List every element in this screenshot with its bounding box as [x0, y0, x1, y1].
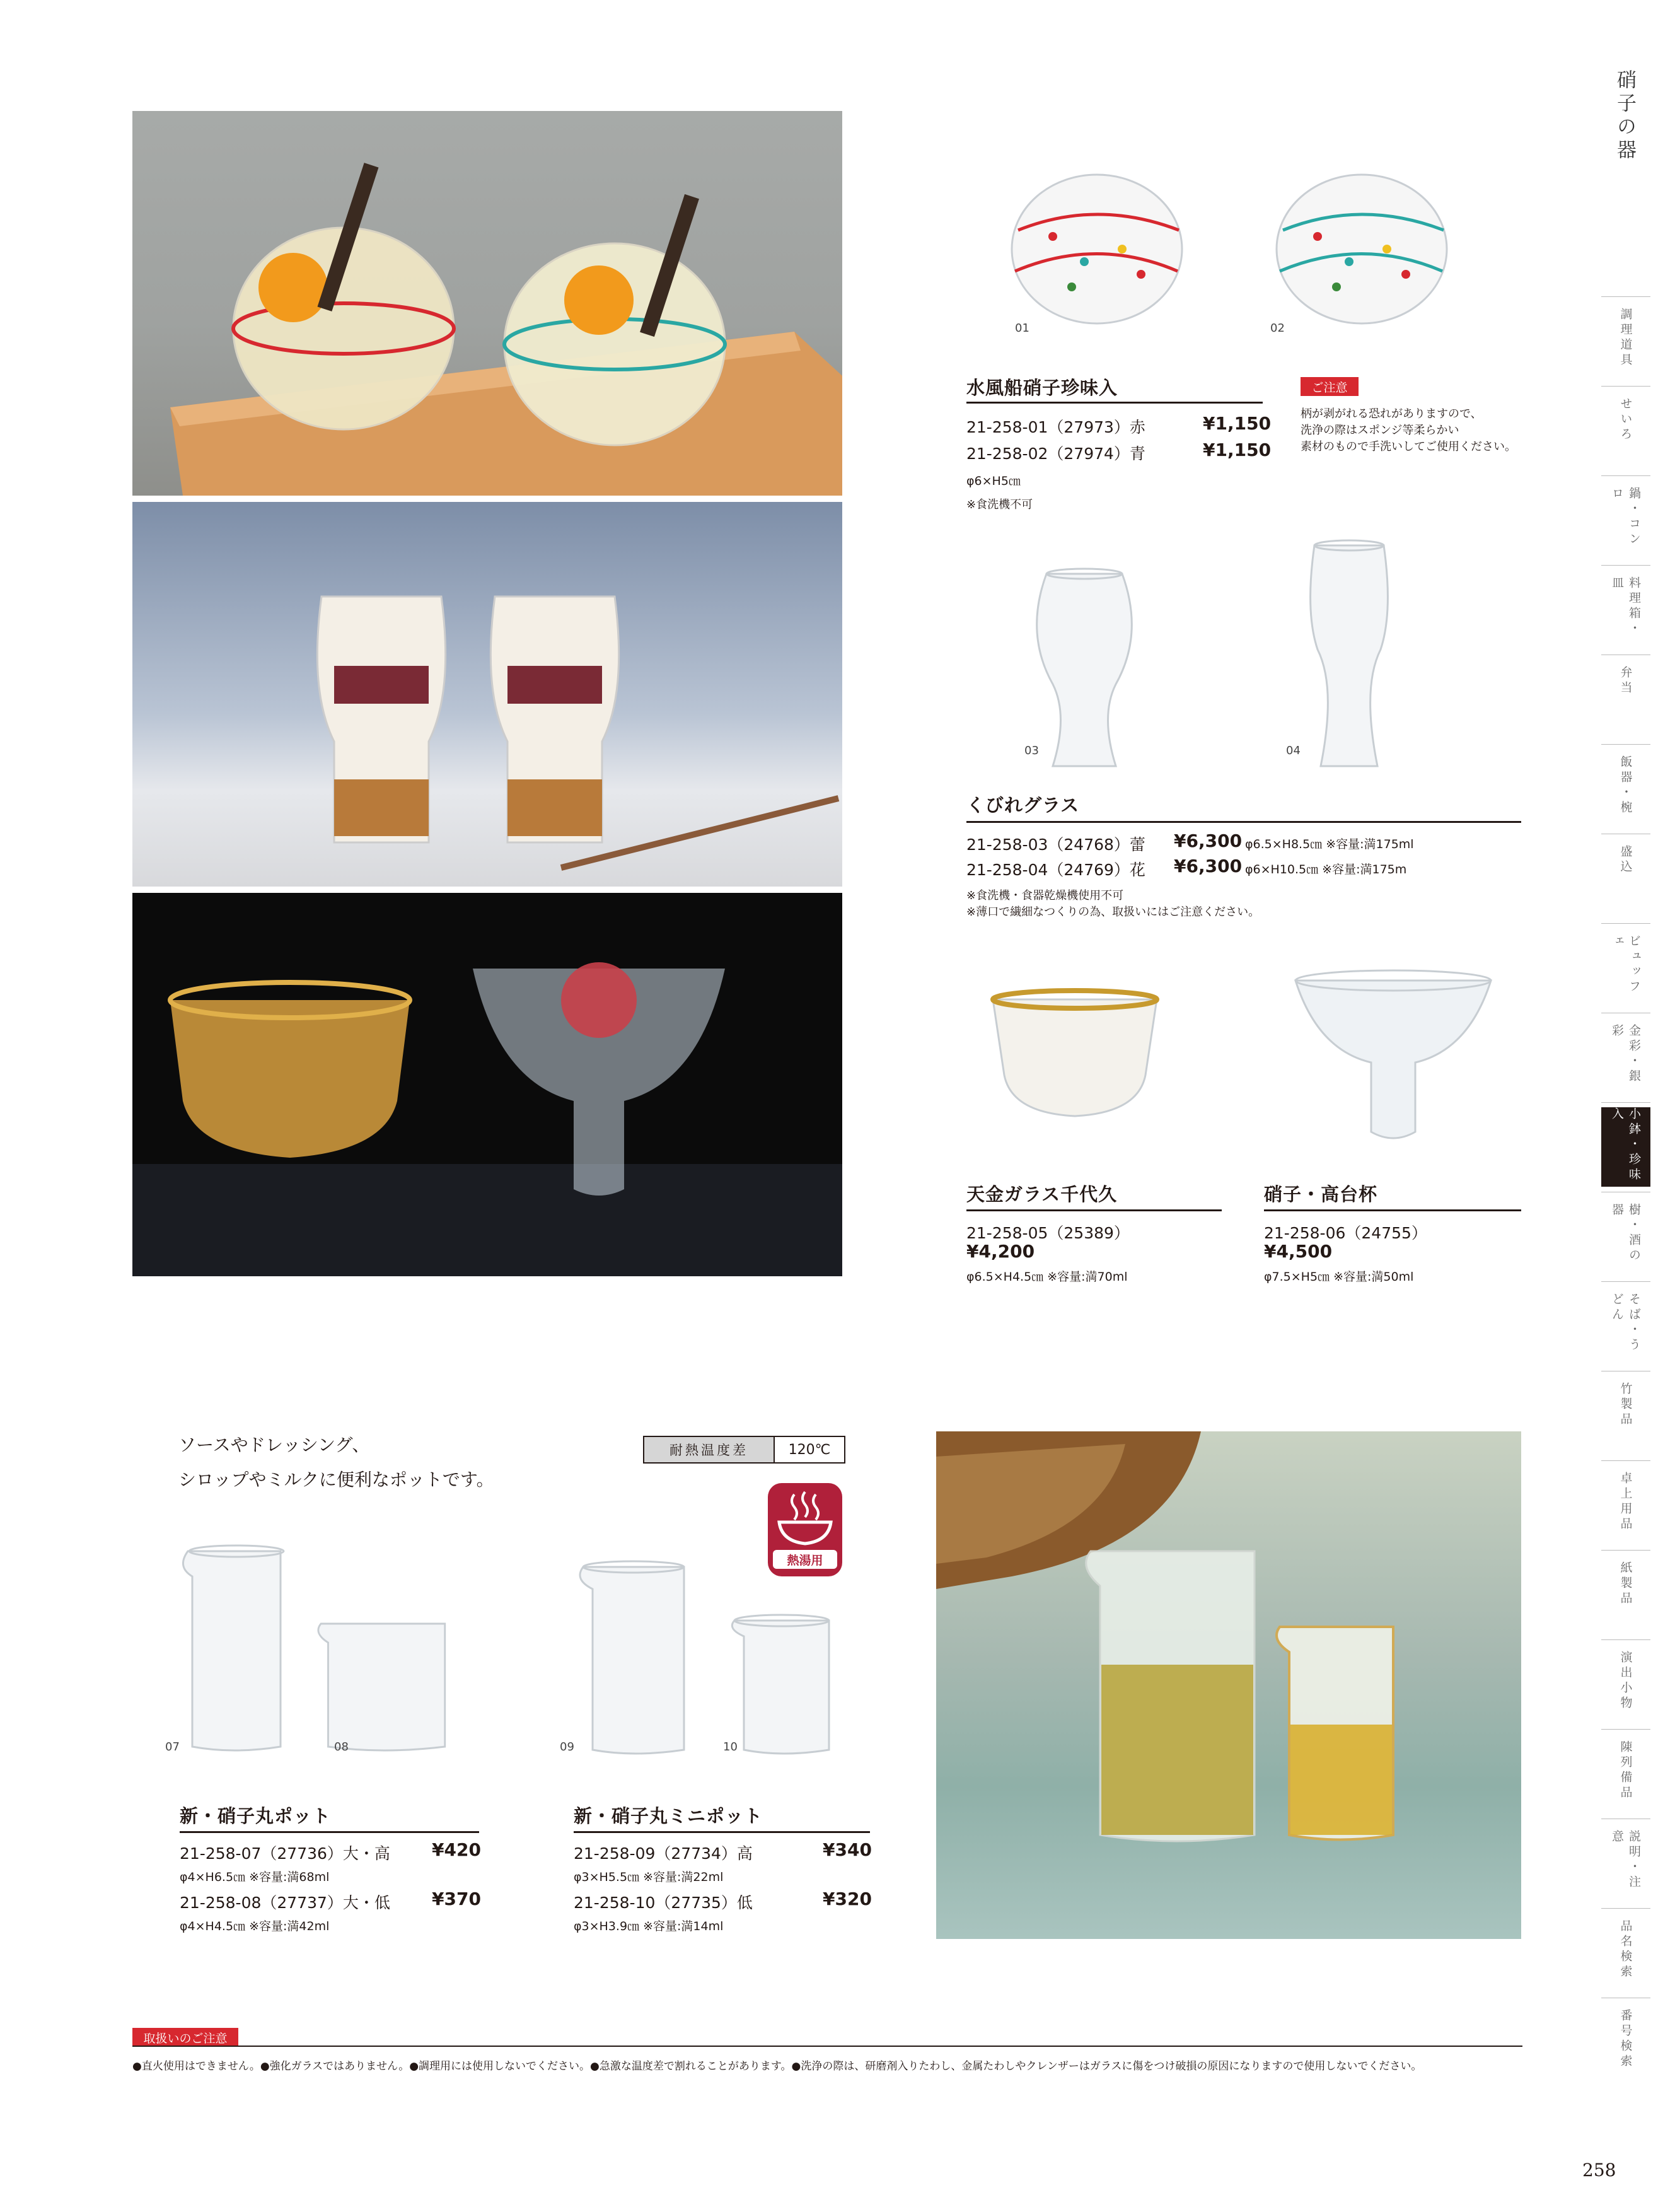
side-tab[interactable] — [1601, 845, 1650, 912]
kubire-name: くびれグラス — [966, 795, 1080, 816]
kodai-rule — [1264, 1209, 1521, 1211]
number-03: 03 — [1024, 744, 1039, 757]
footer-notes: ●直火使用はできません。●強化ガラスではありません。●調理用には使用しないでください。●急激な温度差で割れることがあります。●洗浄の際は、研磨剤入りたわし、金属たわしやクレンザーはガラスに傷をつけ破損の原因になりますので使用しないでください。 — [132, 2060, 1422, 2073]
marupot-code-07: 21-258-07（27736）大・高 — [180, 1844, 390, 1863]
side-tab-label: 鍋・コンロ — [1610, 487, 1641, 547]
caution-badge: ご注意 — [1301, 377, 1359, 396]
side-tab-divider — [1601, 1639, 1650, 1640]
side-tab-divider — [1601, 475, 1650, 476]
minipot-images — [564, 1554, 842, 1762]
side-tab-divider — [1601, 296, 1650, 297]
bowls-illustration — [132, 893, 842, 1276]
side-tab-label: 調理道具 — [1618, 308, 1633, 368]
side-tab-divider — [1601, 565, 1650, 566]
number-02: 02 — [1270, 322, 1285, 335]
side-tab-label: 卓上用品 — [1618, 1472, 1633, 1532]
marupot-price-08: ¥370 — [432, 1889, 481, 1909]
marupot-rule — [180, 1831, 479, 1833]
side-tab-label: 弁当 — [1618, 666, 1633, 696]
side-tab-label: 小鉢・珍味入 — [1610, 1107, 1641, 1183]
side-tab[interactable] — [1601, 934, 1650, 1001]
side-tab[interactable] — [1601, 1830, 1650, 1897]
side-tab-label: せいろ — [1618, 397, 1633, 443]
photo-fusen-desserts — [132, 111, 842, 496]
fusen-name: 水風船硝子珍味入 — [966, 377, 1118, 399]
marupot-spec-07: φ4×H6.5㎝ ※容量:満68ml — [180, 1870, 330, 1884]
fusen-size: φ6×H5㎝ — [966, 474, 1021, 488]
caution-line-2: 洗浄の際はスポンジ等柔らかい — [1301, 424, 1459, 437]
hot-bowl-icon — [768, 1483, 842, 1546]
heat-resistance-value: 120℃ — [788, 1441, 831, 1458]
side-tab-label: 陳列備品 — [1618, 1740, 1633, 1801]
side-tab-label: 樹・酒の器 — [1610, 1203, 1641, 1264]
photo-kubire-parfait — [132, 502, 842, 887]
minipot-spec-10: φ3×H3.9㎝ ※容量:満14ml — [574, 1919, 724, 1933]
number-10: 10 — [723, 1740, 738, 1754]
side-tab-label: 説明・注意 — [1610, 1830, 1641, 1890]
side-tab-label: 品名検索 — [1618, 1919, 1633, 1980]
side-tab-divider — [1601, 1908, 1650, 1909]
side-tab[interactable] — [1601, 1203, 1650, 1270]
marupot-images — [170, 1539, 473, 1759]
fusen-price-02: ¥1,150 — [1203, 439, 1272, 460]
page-number: 258 — [1582, 2160, 1616, 2180]
caution-line-3: 素材のもので手洗いしてご使用ください。 — [1301, 440, 1516, 453]
side-tab-label: 演出小物 — [1618, 1651, 1633, 1711]
tenkin-price: ¥4,200 — [966, 1241, 1035, 1262]
kodai-cup-image — [1286, 962, 1500, 1151]
fusen-red-glass-image — [1002, 161, 1191, 325]
tenkin-code: 21-258-05（25389） — [966, 1224, 1130, 1242]
side-tab-divider — [1601, 1281, 1650, 1282]
number-04: 04 — [1286, 744, 1301, 757]
side-tab-label: 盛込 — [1618, 845, 1633, 875]
tenkin-spec: φ6.5×H4.5㎝ ※容量:満70ml — [966, 1270, 1128, 1284]
fusen-code-01: 21-258-01（27973）赤 — [966, 418, 1145, 436]
side-tab[interactable] — [1601, 1382, 1650, 1449]
fusen-note: ※食洗機不可 — [966, 498, 1033, 511]
kubire-hana-glass-image — [1286, 536, 1412, 772]
minipot-code-10: 21-258-10（27735）低 — [574, 1894, 753, 1912]
side-tab[interactable] — [1601, 1024, 1650, 1091]
fusen-code-02: 21-258-02（27974）青 — [966, 445, 1145, 463]
side-tab[interactable] — [1601, 1293, 1650, 1359]
side-tab-label: そば・うどん — [1610, 1293, 1641, 1353]
kodai-spec: φ7.5×H5㎝ ※容量:満50ml — [1264, 1270, 1414, 1284]
fusen-rule — [966, 402, 1263, 404]
minipot-rule — [574, 1831, 870, 1833]
kodai-code: 21-258-06（24755） — [1264, 1224, 1427, 1242]
kodai-name: 硝子・高台杯 — [1264, 1184, 1378, 1205]
minipot-price-10: ¥320 — [823, 1889, 872, 1909]
minipot-price-09: ¥340 — [823, 1839, 872, 1860]
side-tab-divider — [1601, 1729, 1650, 1730]
side-tab-label: 紙製品 — [1618, 1561, 1633, 1607]
marupot-code-08: 21-258-08（27737）大・低 — [180, 1894, 390, 1912]
side-tab[interactable] — [1601, 1651, 1650, 1718]
heat-resistance-label: 耐熱温度差 — [644, 1437, 775, 1462]
tenkin-rule — [966, 1209, 1222, 1211]
side-tab-divider — [1601, 1460, 1650, 1461]
tenkin-bowl-image — [980, 981, 1169, 1126]
fusen-price-01: ¥1,150 — [1203, 413, 1272, 434]
kubire-spec-03: φ6.5×H8.5㎝ ※容量:満175ml — [1245, 837, 1414, 851]
pots-oil-illustration — [936, 1431, 1521, 1939]
footer-rule — [132, 2046, 1522, 2047]
marupot-name: 新・硝子丸ポット — [180, 1805, 332, 1827]
hot-water-label: 熱湯用 — [773, 1550, 837, 1569]
heat-resistance-box — [643, 1436, 845, 1464]
parfait-illustration — [132, 502, 842, 887]
section-title: 硝子の器 — [1613, 69, 1636, 163]
side-tab[interactable] — [1601, 397, 1650, 464]
side-tab[interactable] — [1601, 1740, 1650, 1807]
side-tab-label: 竹製品 — [1618, 1382, 1633, 1428]
side-tab-label: 金彩・銀彩 — [1610, 1024, 1641, 1085]
kubire-code-03: 21-258-03（24768）蕾 — [966, 835, 1145, 854]
side-tab[interactable] — [1601, 755, 1650, 822]
footer-caution-heading: 取扱いのご注意 — [132, 2028, 238, 2047]
side-tab[interactable] — [1601, 576, 1650, 643]
kubire-price-03: ¥6,300 — [1174, 830, 1243, 851]
pot-tagline-1: ソースやドレッシング、 — [178, 1435, 370, 1455]
minipot-code-09: 21-258-09（27734）高 — [574, 1844, 753, 1863]
side-tab-divider — [1601, 1102, 1650, 1103]
fusen-dessert-illustration — [132, 111, 842, 496]
marupot-price-07: ¥420 — [432, 1839, 481, 1860]
side-tab[interactable] — [1601, 666, 1650, 733]
kubire-code-04: 21-258-04（24769）花 — [966, 861, 1145, 879]
side-tab[interactable] — [1601, 2009, 1650, 2076]
side-tab[interactable] — [1601, 1561, 1650, 1628]
kubire-price-04: ¥6,300 — [1174, 856, 1243, 876]
minipot-name: 新・硝子丸ミニポット — [574, 1805, 763, 1827]
side-tab[interactable] — [1601, 487, 1650, 554]
side-tab-divider — [1601, 744, 1650, 745]
kubire-spec-04: φ6×H10.5㎝ ※容量:満175m — [1245, 863, 1407, 876]
side-tab[interactable] — [1601, 1107, 1650, 1187]
side-tab-divider — [1601, 1550, 1650, 1551]
kubire-rule — [966, 821, 1521, 823]
kubire-note-1: ※食洗機・食器乾燥機使用不可 — [966, 889, 1124, 902]
kubire-note-2: ※薄口で繊細なつくりの為、取扱いにはご注意ください。 — [966, 905, 1260, 919]
fusen-blue-glass-image — [1267, 161, 1456, 325]
photo-pots-oil — [936, 1431, 1521, 1939]
minipot-spec-09: φ3×H5.5㎝ ※容量:満22ml — [574, 1870, 724, 1884]
side-tab-label: 飯器・椀 — [1618, 755, 1633, 816]
side-tab[interactable] — [1601, 308, 1650, 375]
side-tab[interactable] — [1601, 1472, 1650, 1539]
marupot-spec-08: φ4×H4.5㎝ ※容量:満42ml — [180, 1919, 330, 1933]
caution-line-1: 柄が剥がれる恐れがありますので、 — [1301, 407, 1482, 421]
side-tab[interactable] — [1601, 1919, 1650, 1986]
side-tab-label: 番号検索 — [1618, 2009, 1633, 2069]
number-07: 07 — [165, 1740, 180, 1754]
number-08: 08 — [334, 1740, 349, 1754]
kodai-price: ¥4,500 — [1264, 1241, 1333, 1262]
tenkin-name: 天金ガラス千代久 — [966, 1184, 1118, 1205]
side-tab-label: ビュッフェ — [1610, 934, 1641, 995]
side-tab-divider — [1601, 923, 1650, 924]
number-01: 01 — [1015, 322, 1029, 335]
side-tab-label: 料理箱・皿 — [1610, 576, 1641, 637]
photo-tenkin-kodai — [132, 893, 842, 1276]
number-09: 09 — [560, 1740, 574, 1754]
kubire-tsubomi-glass-image — [1021, 564, 1147, 772]
side-tab-divider — [1601, 386, 1650, 387]
pot-tagline-2: シロップやミルクに便利なポットです。 — [178, 1469, 494, 1490]
